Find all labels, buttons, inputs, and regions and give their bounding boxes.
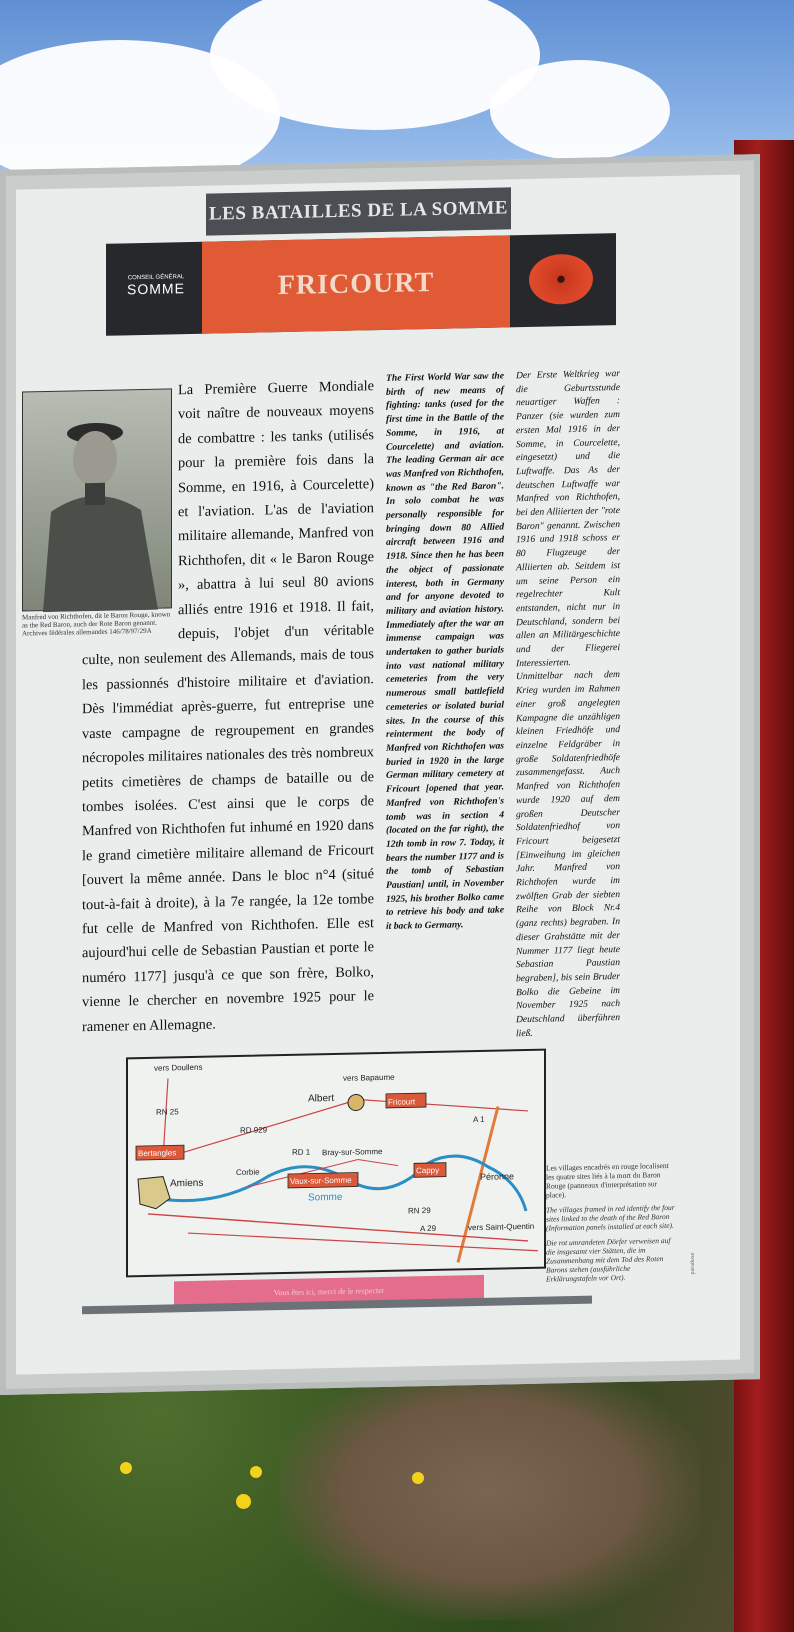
map-label: Somme [308, 1191, 343, 1204]
map-label: Corbie [236, 1167, 260, 1178]
map-label: RD 1 [292, 1147, 311, 1157]
footer-notice: Vous êtes ici, merci de le respecter [174, 1275, 484, 1309]
map-label: Vaux-sur-Somme [290, 1175, 352, 1186]
map-label: A 1 [473, 1114, 485, 1125]
legend-en: The villages framed in red identify the four sites linked to the death of the Red Baron (Information panels installed at each site). [546, 1202, 675, 1233]
map-label: RN 25 [156, 1107, 179, 1117]
somme-logo [116, 274, 196, 298]
poppy-icon [529, 254, 593, 305]
somme-map [126, 1049, 546, 1278]
information-panel [0, 154, 760, 1395]
legend-de: Die rot umrandeten Dörfer verweisen auf die insgesamt vier Stätten, die im Zusammenhang mit dem Tod des Roten Barons stehen (ausführliche Erklärungstafeln vor Ort). [546, 1235, 671, 1284]
photo-float-spacer [82, 378, 178, 630]
flower [120, 1462, 132, 1474]
map-label: vers Bapaume [343, 1072, 395, 1083]
map-label: Bertangles [138, 1148, 177, 1159]
legend-fr: Les villages encadrés en rouge localisent les quatre sites liés à la mort du Baron Rouge (panneaux d'interprétation sur place). [546, 1160, 669, 1200]
photo-caption: Manfred von Richthofen, dit le Baron Rouge, known as the Red Baron, auch der Rote Baron genannt. Archives fédérales allemandes 146/78/97/29A [22, 610, 171, 638]
map-label: Bray-sur-Somme [322, 1146, 383, 1158]
map-label: Cappy [416, 1165, 440, 1176]
french-paragraph: La Première Guerre Mondiale voit naître de nouveaux moyens de combattre : les tanks (utilisés pour la première fois dans la Somme, en 1916, à Courcelette) et l'aviation. L'as de l'aviation militaire allemande, Manfred von Richthofen, dit « le Baron Rouge », abattra à lui seul 80 avions alliés entre 1916 et 1918. Il fait, depuis, l'objet d'un véritable culte, non seulement des Allemands, mais de tous les passionnés d'histoire militaire et d'aviation. Dès l'immédiat après-guerre, fut entreprise une vaste campagne de regroupement en grandes nécropoles militaires nationales des très nombreux petits cimetières de champs de bataille ou de tombes isolées. C'est ainsi que le corps de Manfred von Richthofen fut inhumé en 1920 dans le grand cimetière militaire allemand de Fricourt [ouvert la même année. Dans le bloc n°4 (situé tout-à-fait à droite), à la 7e rangée, la 12e tombe fut celle de Manfred von Richthofen. Elle est aujourd'hui celle de Sebastian Paustian et porte le numéro 1177] jusqu'à ce que son frère, Bolko, vienne le chercher en novembre 1925 pour le ramener en Allemagne. [82, 378, 374, 1035]
designer-signature: paradoxe [690, 1252, 696, 1275]
map-label: Albert [308, 1093, 335, 1105]
map-label: RD 929 [240, 1125, 268, 1135]
map-label: vers Doullens [154, 1062, 203, 1073]
cloud [490, 60, 670, 160]
english-text: The First World War saw the birth of new means of fighting: tanks (used for the first time in the Battle of the Somme, in 1916, at Courcelette) and aviation. The leading German air ace was Manfred von Richthofen, known as "the Red Baron". In solo combat he was personally responsible for bringing down 80 Allied aircraft between 1916 and 1918. Since then he has been the object of passionate interest, both in Germany and for anyone devoted to military and aviation history. Immediately after the war an immense campaign was undertaken to gather burials into vast national military cemeteries from the very numerous small battlefield cemeteries or isolated burial sites. In the course of this reinterment the body of Manfred von Richthofen was buried in 1920 in the large German military cemetery at Fricourt [opened that year. Manfred von Richthofen's tomb was in section 4 (located on the far right), the 12th tomb in row 7. Today, it bears the number 1177 and is the tomb of Sebastian Paustian] until, in November 1925, his brother Bolko came to retrieve his body and take it back to Germany. [386, 370, 504, 933]
german-text: Der Erste Weltkrieg war die Geburtsstunde neuartiger Waffen : Panzer (sie wurden zum ersten Mal 1916 in der Somme, in Courcelette, eingesetzt) und die Luftwaffe. Das As der deutschen Luftwaffe war Manfred von Richthofen, bei den Alliierten der "rote Baron" genannt. Zwischen 1916 und 1918 schoss er 80 Flugzeuge der Alliierten ab. Seitdem ist um seine Person ein regelrechter Kult entstanden, nicht nur in Deutschland, sondern bei allen an Militärgeschichte und der Fliegerei Interessierten. Unmittelbar nach dem Krieg wurden im Rahmen einer groß angelegten Kampagne die unzähligen kleinen Friedhöfe und einzelne Feldgräber in große Soldatenfriedhöfe zusammengefasst. Auch Manfred von Richthofen wurde 1920 auf dem großen Deutscher Soldatenfriedhof von Fricourt beigesetzt [Einweihung im gleichen Jahr. Manfred von Richthofen wurde im zwölften Grab der siebten Reihe von Block Nr.4 (ganz rechts) begraben. In dieser Grabstätte mit der Nummer 1177 liegt heute Sebastian Paustian begraben], bis sein Bruder Bolko die Gebeine im November 1925 nach Deutschland überführen ließ. [516, 368, 620, 1039]
header-banner [106, 233, 616, 336]
map-label: Fricourt [388, 1097, 416, 1107]
map-label: RN 29 [408, 1205, 431, 1216]
map-legend [546, 1161, 676, 1290]
map-label: vers Saint-Quentin [468, 1221, 535, 1233]
panel-board [16, 174, 740, 1374]
flower [412, 1472, 424, 1484]
page-title: FRICOURT [202, 235, 510, 333]
map-label: A 29 [420, 1223, 437, 1234]
series-title: LES BATAILLES DE LA SOMME [206, 187, 511, 235]
dirt-patch [280, 1360, 700, 1620]
flower [236, 1494, 251, 1509]
logo-big-text: SOMME [127, 280, 185, 298]
flower [250, 1466, 262, 1478]
map-label: Péronne [480, 1171, 515, 1182]
map-drawing [128, 1051, 548, 1280]
french-text [82, 374, 374, 1039]
logo-small-text: CONSEIL GÉNÉRAL [127, 274, 185, 282]
map-label: Amiens [170, 1177, 204, 1190]
